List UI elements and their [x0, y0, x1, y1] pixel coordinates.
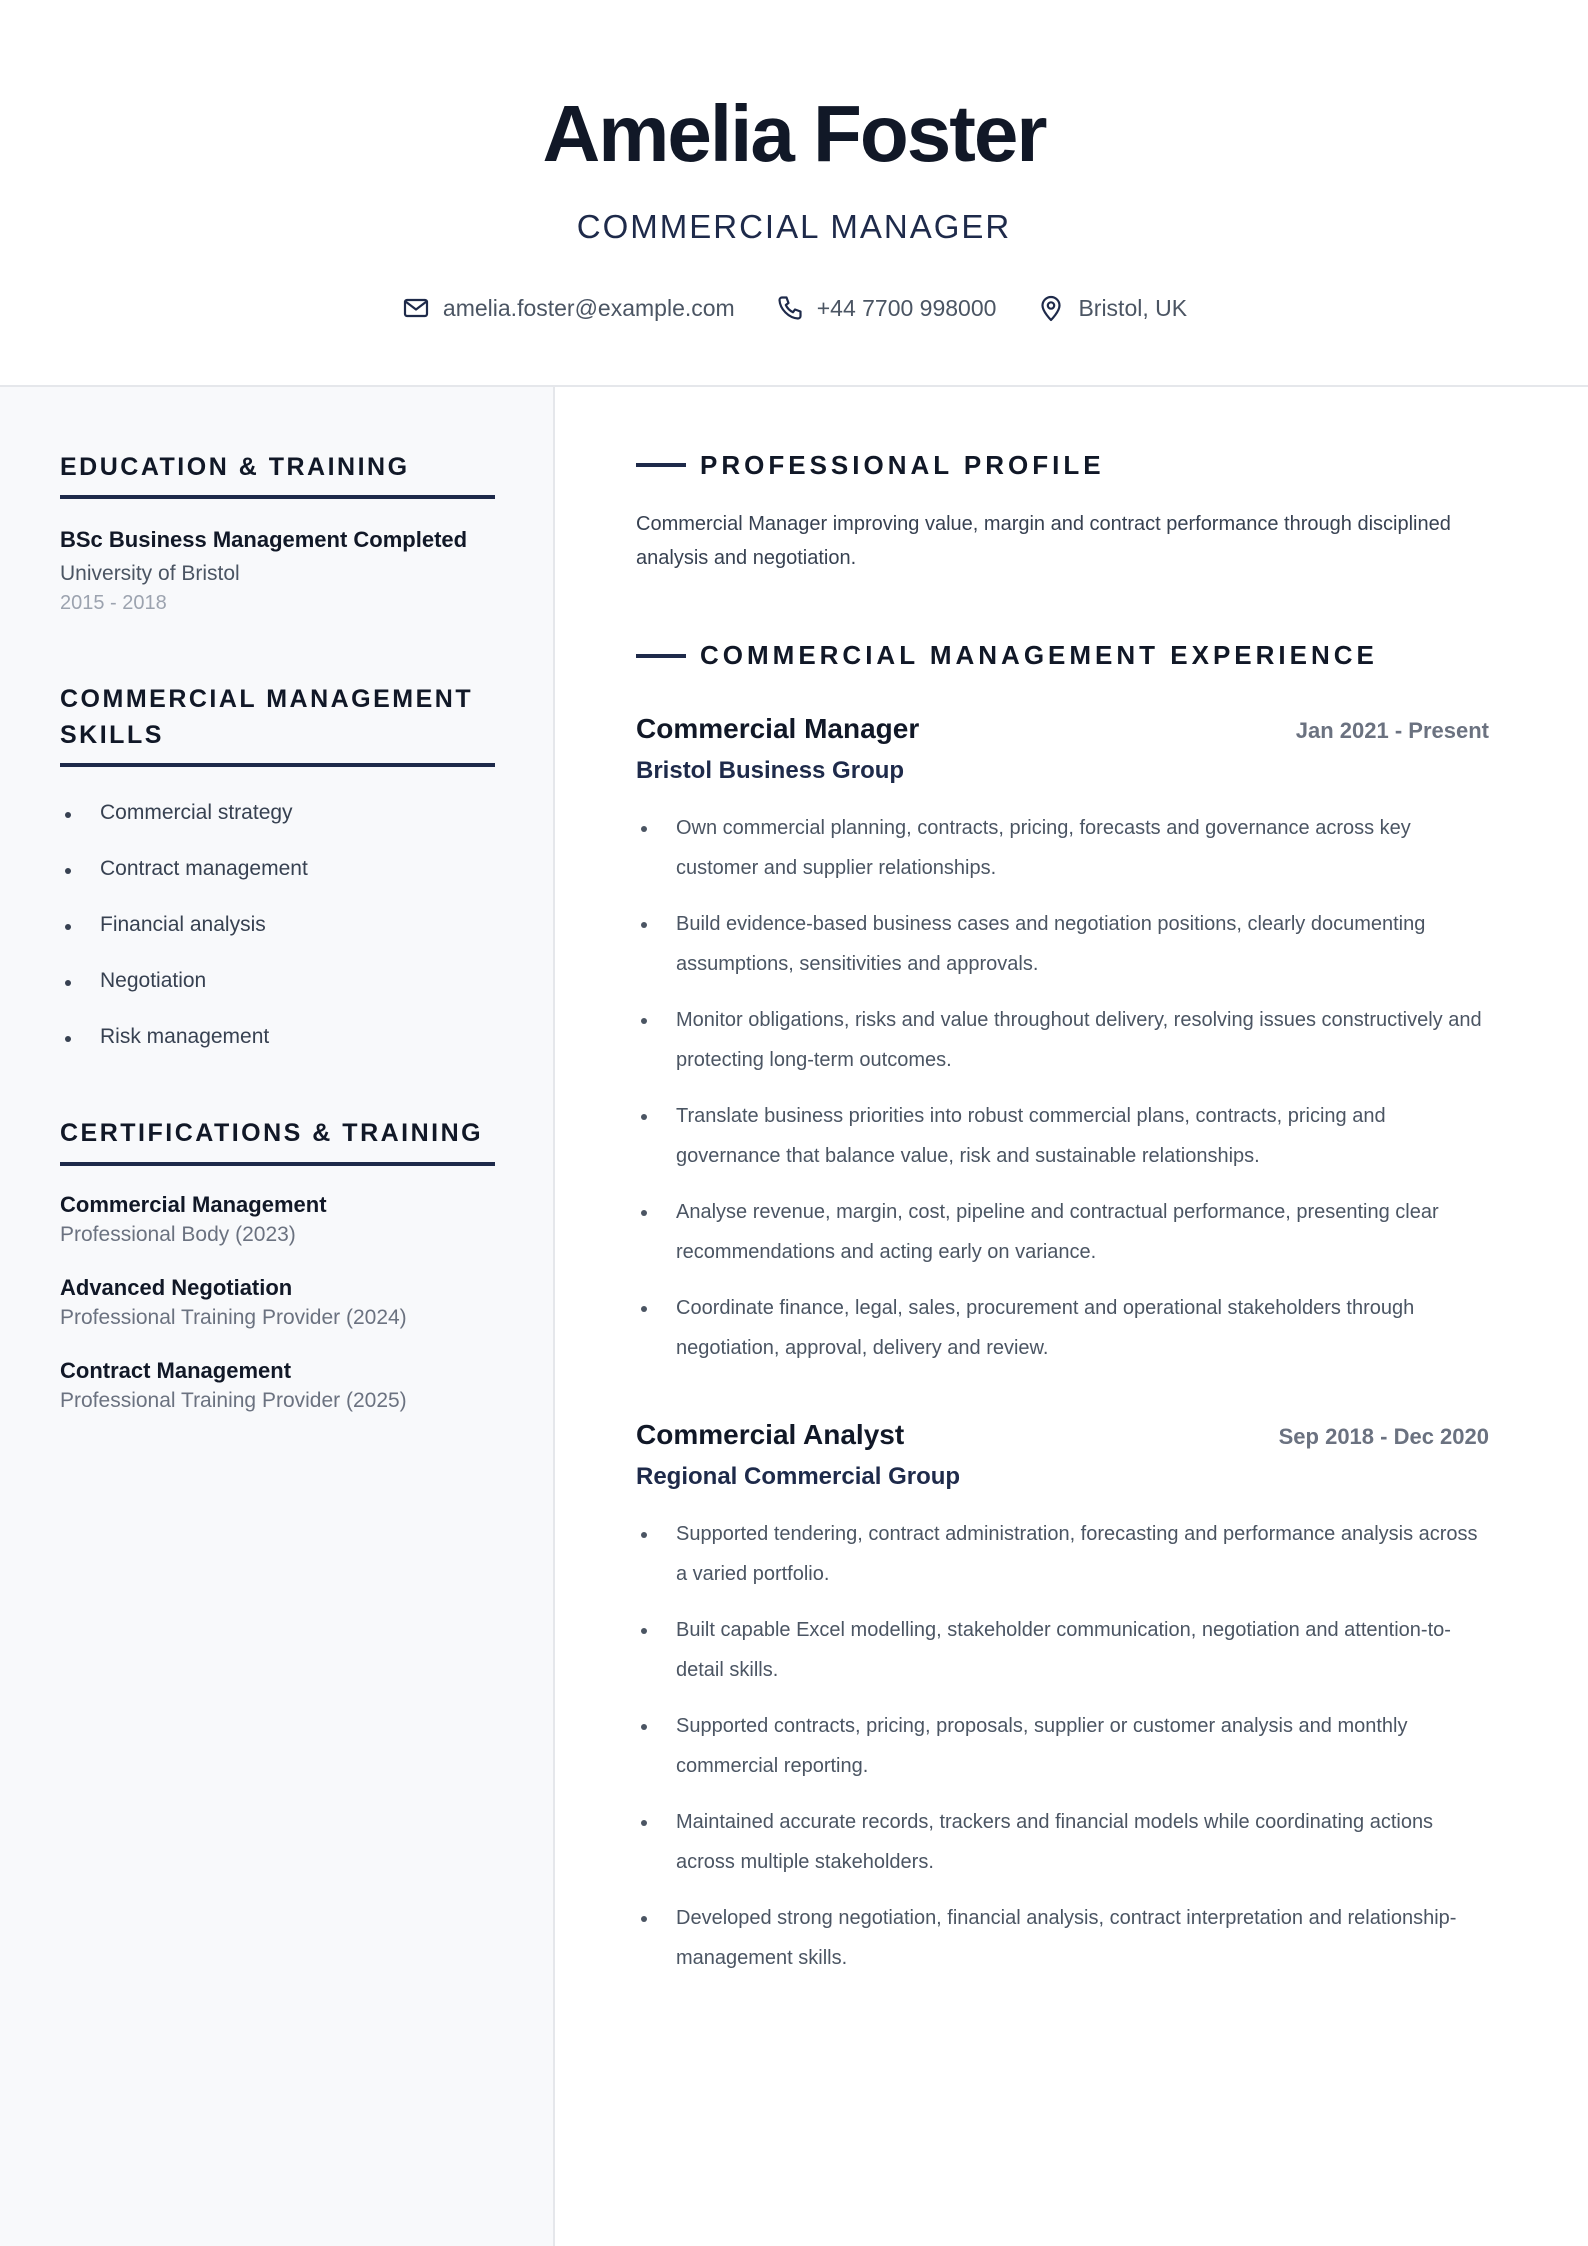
mail-icon	[401, 293, 431, 323]
skill-item: Risk management	[60, 1022, 308, 1078]
job-bullet: Coordinate finance, legal, sales, procurement and operational stakeholders through negotiation, approval, delivery and review.	[636, 1288, 1489, 1368]
resume-header	[0, 0, 1588, 387]
job-entry	[636, 1416, 1489, 1994]
profile-summary: Commercial Manager improving value, margin and contract performance through disciplined analysis and negotiation.	[636, 513, 1451, 569]
job-bullet: Maintained accurate records, trackers and financial models while coordinating actions across multiple stakeholders.	[636, 1802, 1489, 1882]
certification-issuer: Professional Training Provider (2025)	[60, 1389, 407, 1412]
education-degree: BSc Business Management Completed	[60, 527, 468, 552]
phone-icon	[775, 293, 805, 323]
job-bullet: Own commercial planning, contracts, pricing, forecasts and governance across key customer and supplier relationships.	[636, 808, 1489, 888]
skills-heading-line1: COMMERCIAL MANAGEMENT	[60, 685, 474, 713]
job-title: Commercial Analyst	[636, 1419, 905, 1450]
certification-item	[60, 1356, 407, 1439]
contact-email[interactable]	[401, 290, 735, 326]
job-bullet: Monitor obligations, risks and value throughout delivery, resolving issues constructively and protecting long-term outcomes.	[636, 1000, 1489, 1080]
education-divider	[60, 495, 495, 499]
phone-text: +44 7700 998000	[816, 295, 997, 321]
sidebar	[0, 387, 555, 2246]
skills-divider	[60, 763, 495, 767]
candidate-name: Amelia Foster	[542, 89, 1046, 178]
job-company: Bristol Business Group	[636, 757, 905, 784]
location-pin-icon	[1036, 293, 1066, 323]
job-title: Commercial Manager	[636, 713, 920, 744]
job-bullets	[636, 808, 1489, 1368]
job-bullet: Supported contracts, pricing, proposals, supplier or customer analysis and monthly commercial reporting.	[636, 1706, 1489, 1786]
experience-heading-accent	[636, 654, 686, 658]
skill-item: Contract management	[60, 854, 308, 910]
job-bullet: Analyse revenue, margin, cost, pipeline and contractual performance, presenting clear recommendations and acting early on variance.	[636, 1192, 1489, 1272]
skills-heading-line2: SKILLS	[60, 721, 164, 749]
certification-name: Advanced Negotiation	[60, 1275, 293, 1300]
skills-list	[60, 798, 308, 1078]
job-entry	[636, 710, 1489, 1384]
job-bullets	[636, 1514, 1489, 1978]
education-school: University of Bristol	[60, 562, 240, 585]
job-bullet: Translate business priorities into robust commercial plans, contracts, pricing and governance that balance value, risk and sustainable relationships.	[636, 1096, 1489, 1176]
job-dates: Jan 2021 - Present	[1295, 718, 1489, 743]
job-bullet: Supported tendering, contract administration, forecasting and performance analysis across a varied portfolio.	[636, 1514, 1489, 1594]
certification-item	[60, 1273, 407, 1356]
job-bullet: Built capable Excel modelling, stakeholder communication, negotiation and attention-to-detail skills.	[636, 1610, 1489, 1690]
experience-heading: COMMERCIAL MANAGEMENT EXPERIENCE	[700, 640, 1378, 670]
certifications-list	[60, 1190, 407, 1439]
certification-item	[60, 1190, 407, 1273]
skill-item: Negotiation	[60, 966, 308, 1022]
certifications-heading: CERTIFICATIONS & TRAINING	[60, 1119, 484, 1147]
candidate-role: COMMERCIAL MANAGER	[576, 208, 1012, 245]
education-years: 2015 - 2018	[60, 592, 167, 614]
contact-bar	[0, 290, 1588, 326]
job-dates: Sep 2018 - Dec 2020	[1278, 1424, 1489, 1449]
skill-item: Commercial strategy	[60, 798, 308, 854]
email-text: amelia.foster@example.com	[442, 295, 735, 321]
job-company: Regional Commercial Group	[636, 1463, 961, 1490]
certification-issuer: Professional Training Provider (2024)	[60, 1306, 407, 1329]
certification-name: Commercial Management	[60, 1192, 327, 1217]
profile-heading-accent	[636, 463, 686, 467]
job-bullet: Developed strong negotiation, financial analysis, contract interpretation and relationship-management skills.	[636, 1898, 1489, 1978]
skill-item: Financial analysis	[60, 910, 308, 966]
certification-issuer: Professional Body (2023)	[60, 1223, 296, 1246]
education-heading: EDUCATION & TRAINING	[60, 453, 410, 481]
contact-location	[1036, 290, 1187, 326]
main-content	[557, 387, 1588, 2246]
job-bullet: Build evidence-based business cases and negotiation positions, clearly documenting assumptions, sensitivities and approvals.	[636, 904, 1489, 984]
profile-heading: PROFESSIONAL PROFILE	[700, 450, 1105, 480]
certification-name: Contract Management	[60, 1358, 292, 1383]
certifications-divider	[60, 1162, 495, 1166]
contact-phone[interactable]	[775, 290, 997, 326]
location-text: Bristol, UK	[1078, 295, 1188, 321]
